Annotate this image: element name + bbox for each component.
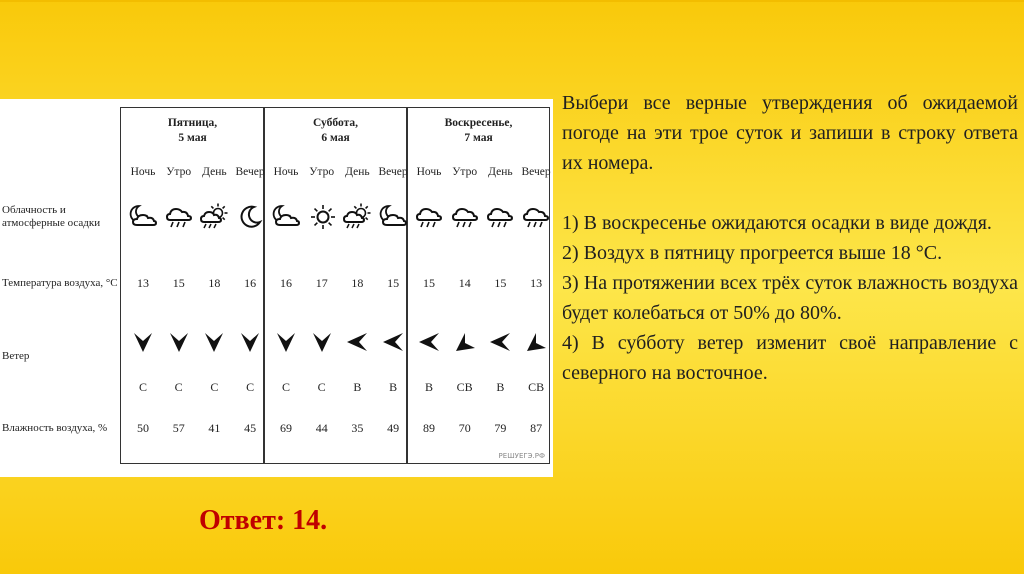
day-name: Воскресенье, bbox=[444, 117, 513, 129]
temperature-value: 15 bbox=[494, 276, 507, 290]
humidity-value: 35 bbox=[351, 421, 364, 435]
humidity-value: 44 bbox=[315, 421, 328, 435]
day-title bbox=[121, 116, 264, 146]
humidity-value: 57 bbox=[172, 421, 185, 435]
temperature-value: 18 bbox=[351, 276, 364, 290]
rain-icon bbox=[162, 203, 196, 231]
wind-direction: С bbox=[281, 380, 290, 394]
wind-arrow-icon bbox=[202, 330, 226, 354]
wind-arrow-icon bbox=[524, 330, 548, 354]
question-text bbox=[562, 88, 1018, 388]
period-label: Ночь bbox=[273, 166, 299, 178]
day-title bbox=[407, 116, 550, 146]
statement-3: 3) На протяжении всех трёх суток влажность воздуха будет колебаться от 50% до 80%. bbox=[562, 272, 1018, 324]
row-label-humidity: Влажность воздуха, % bbox=[2, 422, 108, 434]
period-label: Утро bbox=[452, 166, 478, 178]
humidity-value: 41 bbox=[208, 421, 221, 435]
temperature-value: 15 bbox=[423, 276, 435, 290]
moon-cloud-icon bbox=[269, 203, 303, 231]
humidity-value: 79 bbox=[494, 421, 507, 435]
wind-direction: С bbox=[174, 380, 183, 394]
statement-4: 4) В субботу ветер изменит своё направление с северного на восточное. bbox=[562, 332, 1018, 384]
moon-cloud-icon bbox=[126, 203, 160, 231]
wind-direction: СВ bbox=[456, 380, 473, 394]
statement-1: 1) В воскресенье ожидаются осадки в виде дождя. bbox=[562, 212, 992, 234]
day-date: 5 мая bbox=[178, 132, 207, 144]
period-label: День bbox=[345, 166, 370, 178]
wind-arrow-icon bbox=[131, 330, 155, 354]
wind-arrow-icon bbox=[345, 330, 369, 354]
forecast-card bbox=[0, 99, 553, 477]
temperature-value: 16 bbox=[280, 276, 292, 290]
moon-cloud-icon bbox=[376, 203, 410, 231]
rain-icon bbox=[412, 203, 446, 231]
humidity-value: 49 bbox=[387, 421, 400, 435]
period-label: Утро bbox=[166, 166, 192, 178]
wind-arrow-icon bbox=[453, 330, 477, 354]
temperature-value: 16 bbox=[244, 276, 257, 290]
row-label-cloud: Облачность и атмосферные осадки bbox=[2, 204, 101, 229]
temperature-value: 14 bbox=[458, 276, 471, 290]
wind-direction: С bbox=[317, 380, 326, 394]
humidity-value: 87 bbox=[530, 421, 543, 435]
period-label: Утро bbox=[309, 166, 335, 178]
forecast-table bbox=[120, 107, 550, 464]
wind-direction: СВ bbox=[528, 380, 545, 394]
wind-arrow-icon bbox=[167, 330, 191, 354]
row-label-temp: Температура воздуха, °С bbox=[2, 277, 118, 289]
period-label: День bbox=[202, 166, 227, 178]
temperature-value: 13 bbox=[530, 276, 543, 290]
moon-icon bbox=[233, 203, 267, 231]
wind-direction: С bbox=[246, 380, 255, 394]
wind-direction: С bbox=[210, 380, 219, 394]
period-label: Вечер bbox=[521, 166, 551, 178]
wind-arrow-icon bbox=[310, 330, 334, 354]
period-label: Вечер bbox=[378, 166, 408, 178]
period-label: Ночь bbox=[416, 166, 442, 178]
wind-arrow-icon bbox=[381, 330, 405, 354]
wind-direction: В bbox=[424, 380, 433, 394]
wind-direction: В bbox=[389, 380, 398, 394]
wind-arrow-icon bbox=[417, 330, 441, 354]
temperature-value: 13 bbox=[137, 276, 149, 290]
day-name: Суббота, bbox=[313, 117, 358, 129]
day-date: 7 мая bbox=[464, 132, 493, 144]
day-name: Пятница, bbox=[167, 117, 218, 129]
humidity-value: 45 bbox=[244, 421, 257, 435]
top-border-line bbox=[0, 0, 1024, 2]
wind-arrow-icon bbox=[274, 330, 298, 354]
wind-direction: С bbox=[138, 380, 147, 394]
humidity-value: 50 bbox=[137, 421, 149, 435]
sun-cloud-rain-icon bbox=[197, 203, 231, 231]
watermark: РЕШУЕГЭ.РФ bbox=[498, 452, 545, 460]
temperature-value: 15 bbox=[172, 276, 185, 290]
period-label: Ночь bbox=[130, 166, 156, 178]
rain-icon bbox=[483, 203, 517, 231]
humidity-value: 89 bbox=[423, 421, 435, 435]
answer-text: Ответ: 14. bbox=[199, 505, 328, 536]
humidity-value: 69 bbox=[280, 421, 292, 435]
temperature-value: 18 bbox=[208, 276, 221, 290]
rain-icon bbox=[519, 203, 553, 231]
day-date: 6 мая bbox=[321, 132, 350, 144]
statement-2: 2) Воздух в пятницу прогреется выше 18 °С. bbox=[562, 242, 943, 264]
period-label: Вечер bbox=[235, 166, 265, 178]
day-title bbox=[264, 116, 407, 146]
row-label-wind: Ветер bbox=[2, 350, 30, 362]
wind-arrow-icon bbox=[238, 330, 262, 354]
wind-direction: В bbox=[496, 380, 505, 394]
temperature-value: 15 bbox=[387, 276, 400, 290]
wind-direction: В bbox=[353, 380, 362, 394]
sun-cloud-rain-icon bbox=[340, 203, 374, 231]
sun-icon bbox=[305, 203, 339, 231]
rain-icon bbox=[448, 203, 482, 231]
humidity-value: 70 bbox=[458, 421, 471, 435]
question-intro: Выбери все верные утверждения об ожидаемой погоде на эти трое суток и запиши в строку ответа их номера. bbox=[562, 92, 1018, 174]
wind-arrow-icon bbox=[488, 330, 512, 354]
period-label: День bbox=[488, 166, 513, 178]
temperature-value: 17 bbox=[315, 276, 328, 290]
